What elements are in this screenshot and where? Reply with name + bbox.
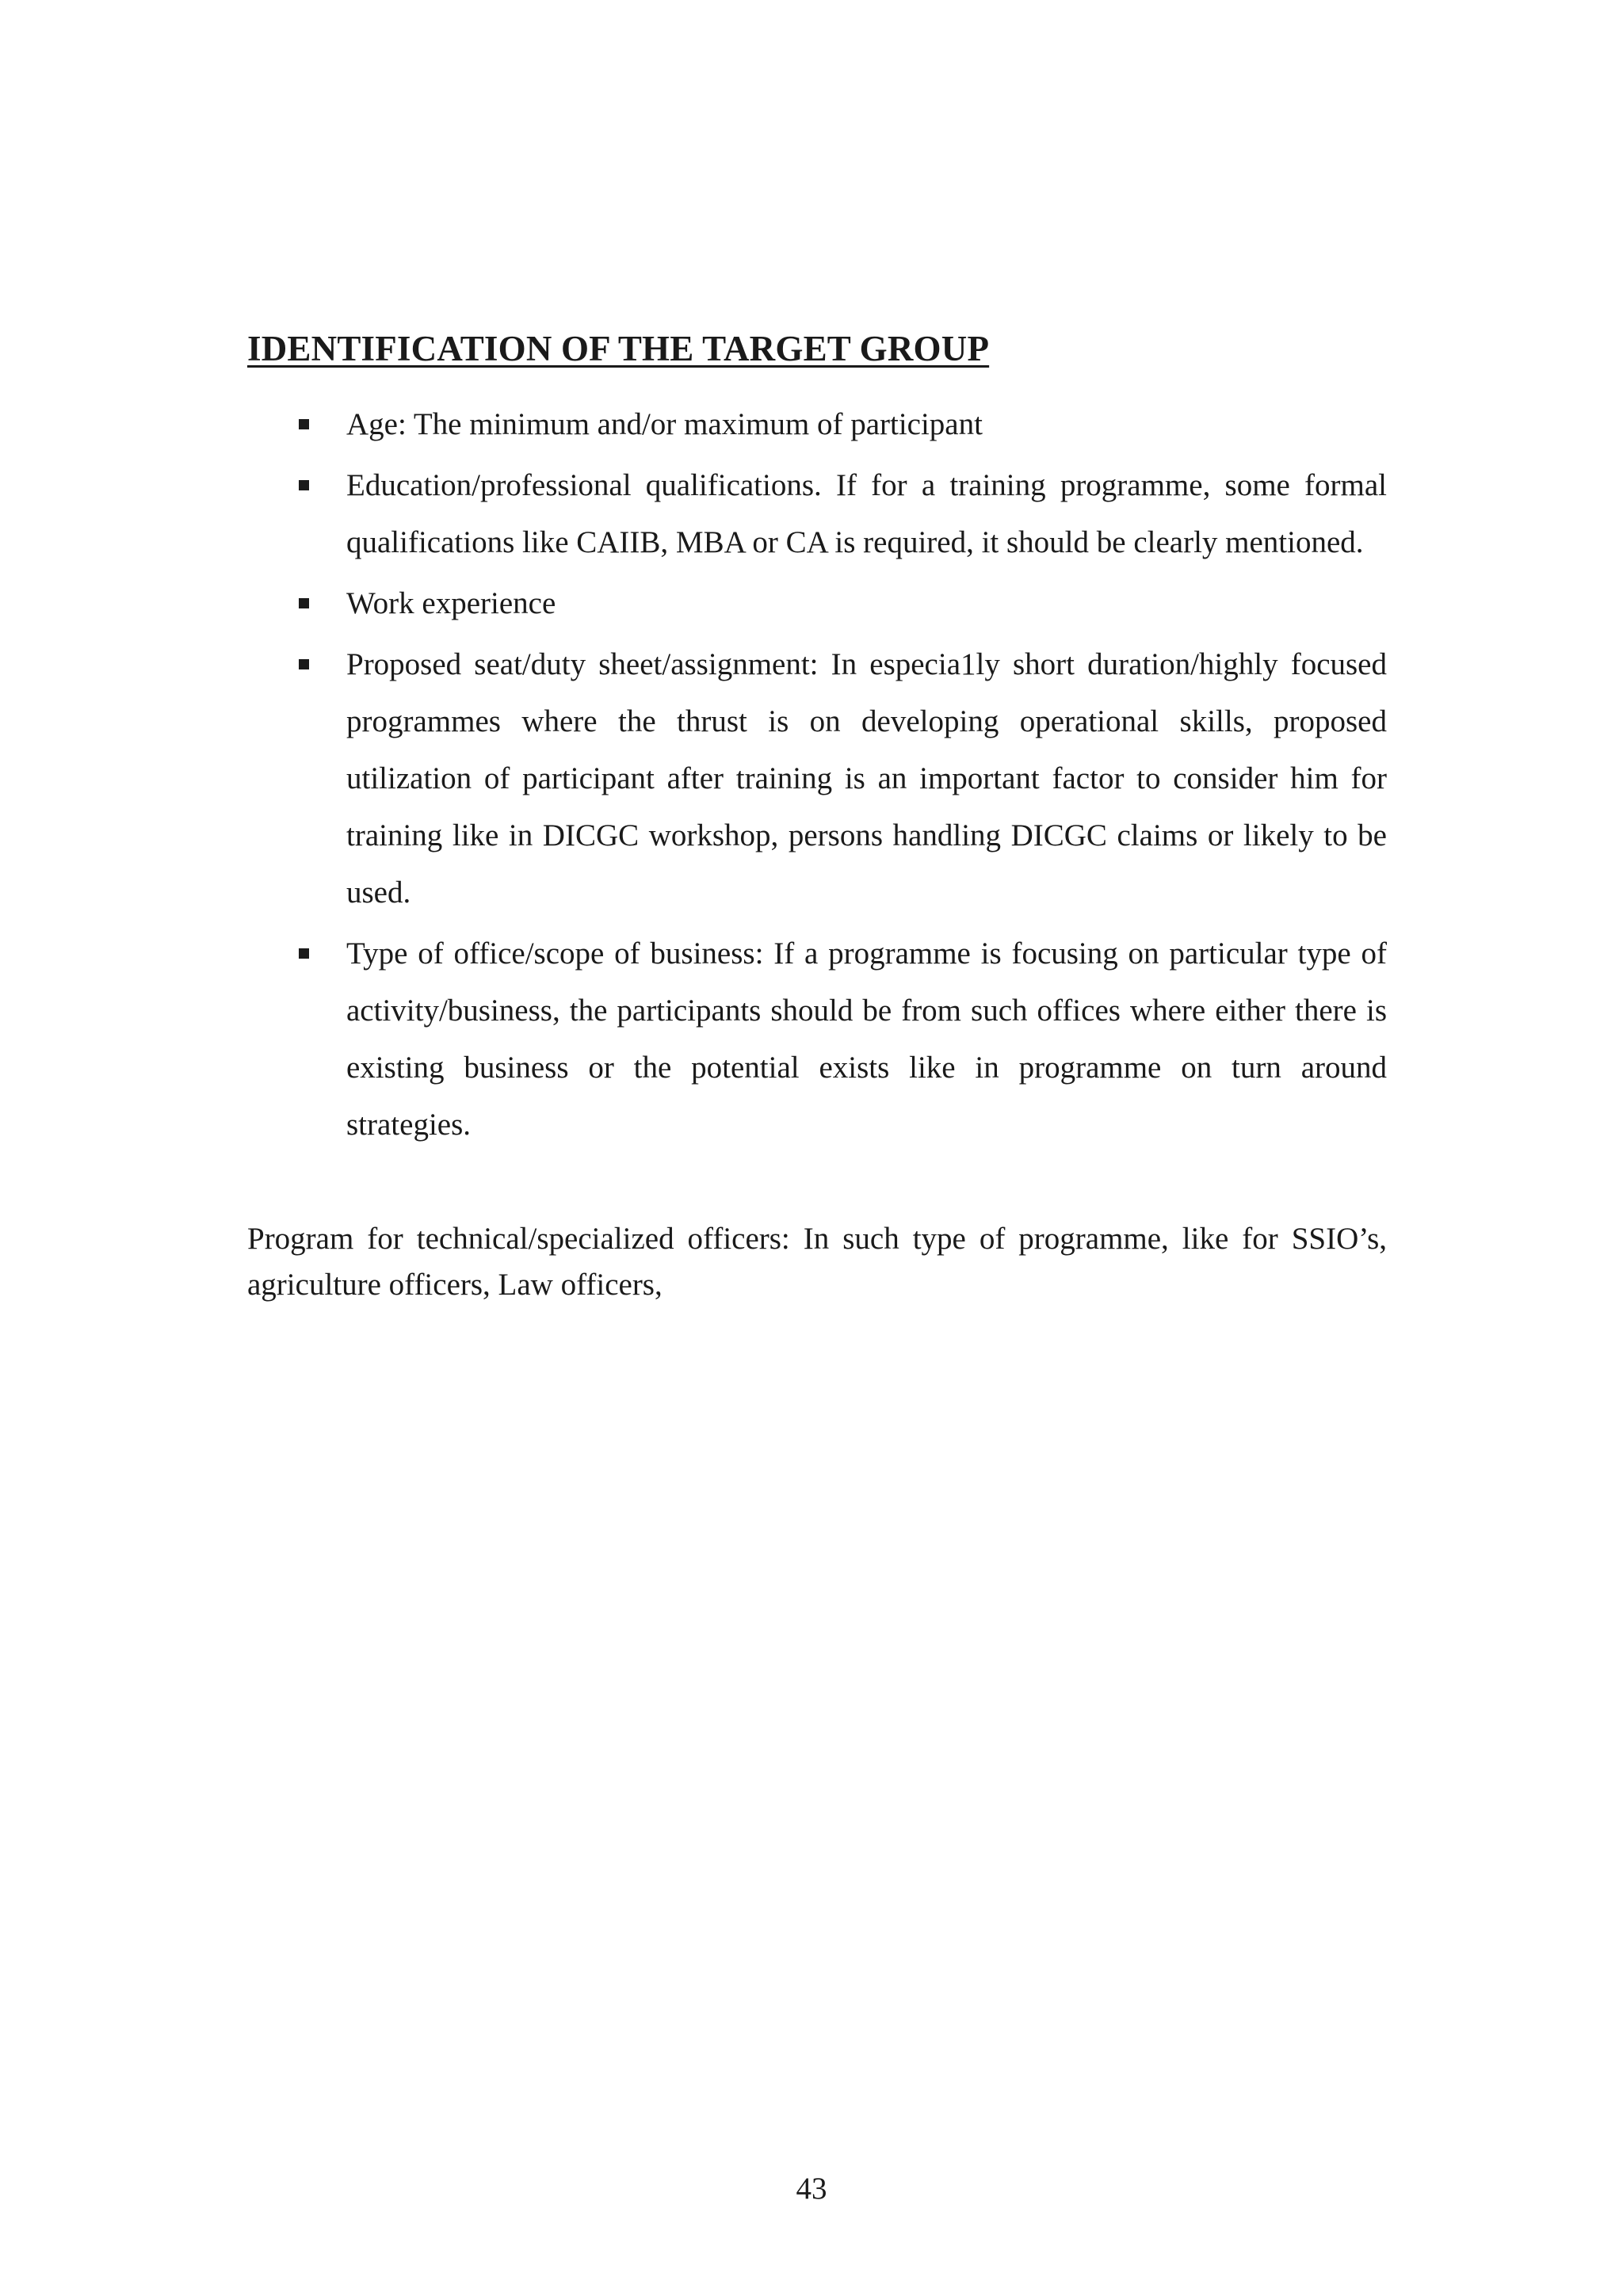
square-bullet-icon [299,948,309,959]
list-item [247,396,1387,453]
list-item-text: Work experience [346,586,556,620]
square-bullet-icon [299,598,309,608]
list-item [247,457,1387,571]
square-bullet-icon [299,480,309,490]
square-bullet-icon [299,659,309,669]
list-item-text: Proposed seat/duty sheet/assignment: In especia1ly short duration/highly focused programmes where the thrust is on developing operational skills, proposed utilization of participant after training is an important factor to consider him for training like in DICGC workshop, persons handling DICGC claims or likely to be used. [346,647,1387,910]
list-item [247,925,1387,1154]
list-item [247,575,1387,632]
section-heading: IDENTIFICATION OF THE TARGET GROUP [247,329,990,368]
square-bullet-icon [299,419,309,429]
body-paragraph: Program for technical/specialized officers: In such type of programme, like for SSIO’s, agriculture officers, Law officers, [247,1222,1387,1302]
list-item-text: Age: The minimum and/or maximum of participant [346,407,983,441]
list-item-text: Type of office/scope of business: If a programme is focusing on particular type of activity/business, the participants should be from such offices where either there is existing business or the potential exists like in programme on turn around strategies. [346,936,1387,1142]
page-number: 43 [796,2172,827,2206]
list-item-text: Education/professional qualifications. If for a training programme, some formal qualifications like CAIIB, MBA or CA is required, it should be clearly mentioned. [346,468,1387,559]
list-item [247,636,1387,921]
criteria-list [247,396,1387,1158]
